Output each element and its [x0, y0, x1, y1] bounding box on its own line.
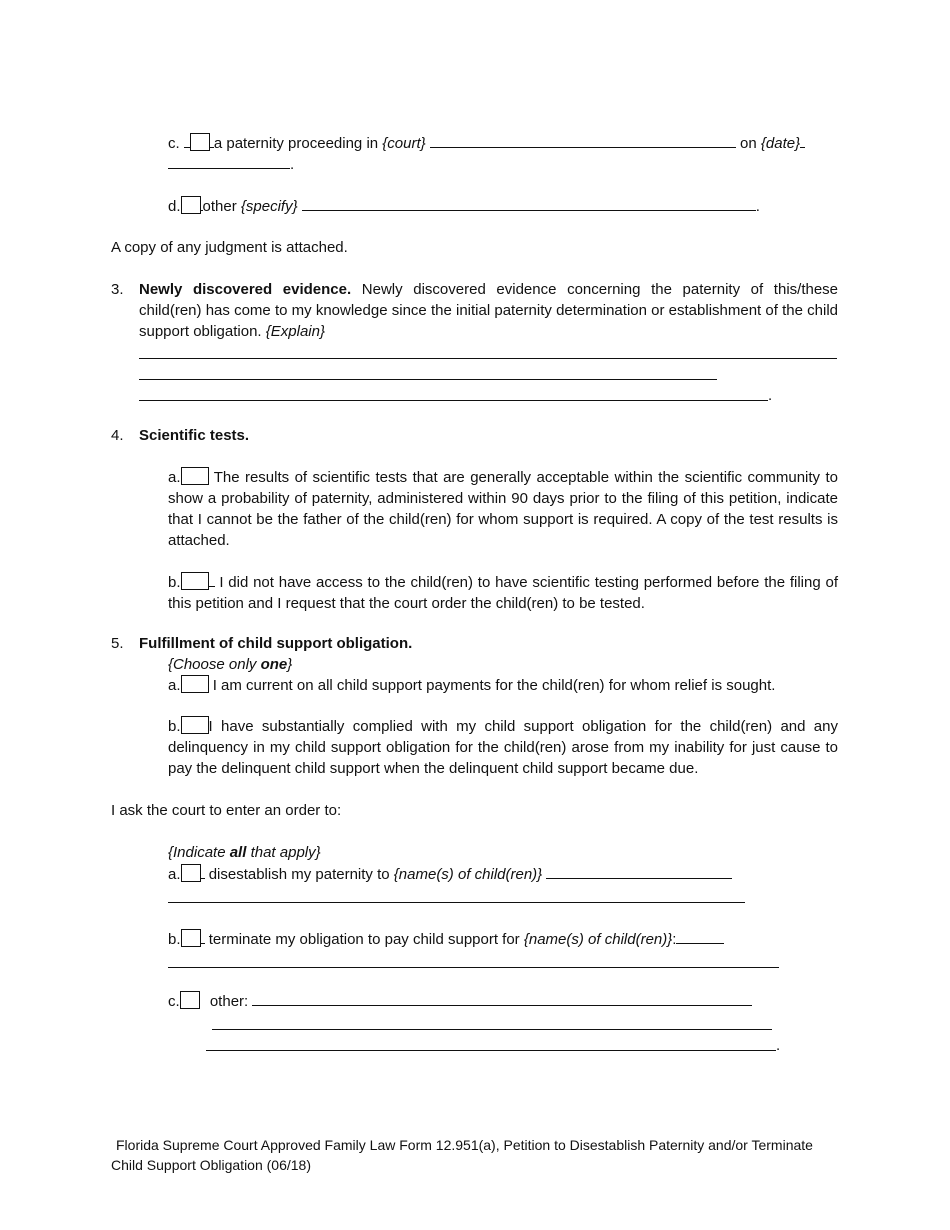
section-3-heading: Newly discovered evidence.	[139, 281, 352, 298]
section-5a-body: I am current on all child support payments for the child(ren) for whom relief is sought.	[212, 677, 776, 694]
specify-hint: {specify}	[240, 198, 298, 215]
explain-line-1[interactable]	[139, 358, 837, 359]
request-a-line	[168, 863, 732, 885]
choose-only-one-note: {Choose only one}	[168, 656, 293, 673]
request-c-end: .	[776, 1037, 781, 1054]
section-5b-checkbox[interactable]	[181, 716, 209, 734]
request-c-field[interactable]	[252, 990, 752, 1006]
section-3-text	[139, 279, 838, 342]
item-c-line	[168, 132, 805, 154]
request-b-text: terminate my obligation to pay child support for	[208, 931, 520, 948]
specify-field[interactable]	[302, 195, 756, 211]
item-d-line: d. other {specify} .	[168, 195, 760, 217]
item-c-checkbox[interactable]	[190, 133, 210, 151]
section-5a-label: a.	[168, 677, 181, 694]
section-4b-label: b.	[168, 574, 181, 591]
date-field[interactable]	[168, 153, 290, 169]
explain-line-3[interactable]	[139, 400, 768, 401]
section-5b-text	[168, 716, 838, 779]
request-c-line-3[interactable]	[206, 1050, 776, 1051]
request-c-label: c.	[168, 993, 180, 1010]
request-b-checkbox[interactable]	[181, 929, 201, 947]
request-b-field[interactable]	[676, 928, 724, 944]
section-3-body: Newly discovered evidence concerning the paternity of this/these child(ren) has come to my knowledge since the initial paternity determination or establishment of the child support obligation.	[139, 281, 839, 340]
date-hint: {date}	[760, 135, 801, 152]
request-b-line-2[interactable]	[168, 967, 779, 968]
section-4b-checkbox[interactable]	[181, 572, 209, 590]
request-a-label: a.	[168, 866, 181, 883]
section-4-heading: Scientific tests.	[139, 427, 250, 444]
section-5b-label: b.	[168, 718, 181, 735]
request-a-checkbox[interactable]	[181, 864, 201, 882]
item-c-label: c.	[168, 135, 180, 152]
request-c-line	[168, 990, 752, 1012]
explain-end: .	[768, 387, 773, 404]
request-c-text: other:	[209, 993, 249, 1010]
explain-line-2[interactable]	[139, 379, 717, 380]
section-5-number: 5.	[111, 635, 124, 652]
request-c-line-2[interactable]	[212, 1029, 772, 1030]
item-d-text: other	[202, 198, 237, 215]
footer-line-1: Florida Supreme Court Approved Family Law Form 12.951(a), Petition to Disestablish Paternity and/or Terminate	[116, 1137, 813, 1153]
request-c-checkbox[interactable]	[180, 991, 200, 1009]
section-3-number: 3.	[111, 281, 124, 298]
footer-line-2: Child Support Obligation (06/18)	[111, 1157, 312, 1173]
request-a-hint: {name(s) of child(ren)}	[393, 866, 543, 883]
request-b-hint: {name(s) of child(ren)}	[523, 931, 673, 948]
item-c-text: a paternity proceeding in	[213, 135, 379, 152]
section-4b-text	[168, 571, 838, 614]
item-d-checkbox[interactable]	[181, 196, 201, 214]
court-field[interactable]	[430, 132, 736, 148]
request-a-line-2[interactable]	[168, 902, 745, 903]
on-text: on	[740, 135, 757, 152]
section-4a-checkbox[interactable]	[181, 467, 209, 485]
section-4b-body: I did not have access to the child(ren) to have scientific testing performed before the filing of this petition and I request that the court order the child(ren) to be tested.	[168, 574, 838, 612]
explain-hint: {Explain}	[265, 323, 325, 340]
section-4a-body: The results of scientific tests that are generally acceptable within the scientific community to show a probability of paternity, administered within 90 days prior to the filing of this petition, indicate that I cannot be the father of the child(ren) for whom support is required. A copy of the test results is attached.	[168, 469, 838, 549]
item-d-label: d.	[168, 198, 181, 215]
indicate-all-note: {Indicate all that apply}	[168, 844, 321, 861]
section-5b-body: I have substantially complied with my child support obligation for the child(ren) and any delinquency in my child support obligation for the child(ren) arose from my inability for just cause to pay the delinquent child support when the delinquent child support became due.	[168, 718, 838, 777]
request-a-field[interactable]	[546, 863, 732, 879]
section-4a-label: a.	[168, 469, 181, 486]
section-5-heading: Fulfillment of child support obligation.	[139, 635, 413, 652]
request-a-text: disestablish my paternity to	[208, 866, 390, 883]
section-4-number: 4.	[111, 427, 124, 444]
section-5a-line	[168, 675, 775, 696]
section-5a-checkbox[interactable]	[181, 675, 209, 693]
court-hint: {court}	[382, 135, 426, 152]
request-b-label: b.	[168, 931, 181, 948]
section-4a-text	[168, 467, 838, 551]
judgment-note: A copy of any judgment is attached.	[111, 239, 348, 256]
request-intro: I ask the court to enter an order to:	[111, 802, 342, 819]
request-b-line: b. terminate my obligation to pay child support for {name(s) of child(ren)}:	[168, 928, 724, 950]
item-c-date-line: .	[168, 153, 294, 175]
